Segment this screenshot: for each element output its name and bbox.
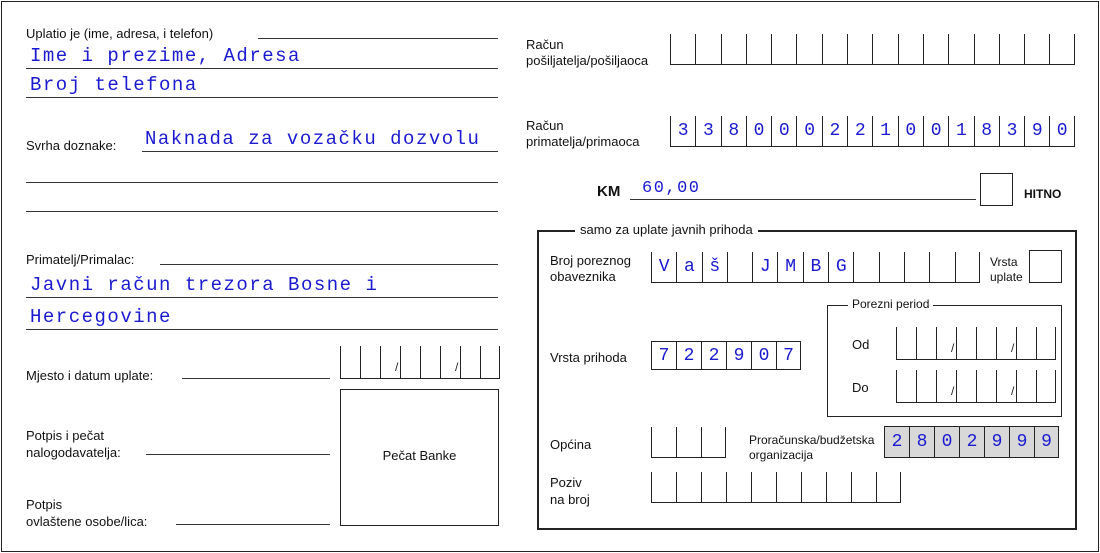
recipient-account-digit[interactable]: 8	[721, 116, 746, 146]
tax-payer-cell[interactable]: B	[803, 252, 828, 282]
recipient-account-digit[interactable]: 0	[796, 116, 821, 146]
date-cell[interactable]	[400, 346, 420, 378]
payment-type-label-1: Vrsta	[990, 255, 1018, 269]
payer-line1-rule	[26, 68, 498, 69]
from-date-cell[interactable]	[916, 327, 936, 359]
sender-account-cell[interactable]	[1049, 34, 1074, 64]
budget-org-digit[interactable]: 2	[959, 426, 984, 457]
sender-account-cell[interactable]	[670, 34, 695, 64]
tax-payer-cell[interactable]: š	[702, 252, 727, 282]
public-revenue-title: samo za uplate javnih prihoda	[575, 222, 758, 237]
payer-line2-rule	[26, 97, 498, 98]
purpose-field[interactable]: Naknada za vozačku dozvolu	[145, 128, 481, 150]
sender-account-grid[interactable]	[670, 34, 1075, 65]
recipient-account-grid[interactable]	[670, 116, 1075, 147]
recipient-account-digit[interactable]: 2	[822, 116, 847, 146]
sender-account-cell[interactable]	[771, 34, 796, 64]
date-cell[interactable]	[420, 346, 440, 378]
to-date-cell[interactable]	[956, 370, 976, 402]
revenue-type-digit[interactable]: 9	[726, 341, 751, 369]
reference-cell[interactable]	[651, 472, 676, 502]
budget-org-digit[interactable]: 0	[934, 426, 959, 457]
to-date-cell[interactable]	[1036, 370, 1056, 402]
tax-payer-cell[interactable]	[853, 252, 878, 282]
recipient-account-digit[interactable]: 3	[695, 116, 720, 146]
tax-payer-grid[interactable]	[651, 252, 980, 283]
recipient-label: Primatelj/Primalac:	[26, 252, 135, 267]
signature-orderer-label-1: Potpis i pečat	[26, 428, 105, 443]
sender-account-cell[interactable]	[695, 34, 720, 64]
tax-payer-cell[interactable]: M	[777, 252, 802, 282]
amount-currency: KM	[597, 183, 621, 200]
to-label: Do	[852, 380, 869, 395]
tax-payer-cell[interactable]	[727, 252, 752, 282]
recipient-account-digit[interactable]: 0	[771, 116, 796, 146]
reference-cell[interactable]	[726, 472, 751, 502]
tax-payer-cell[interactable]: a	[676, 252, 701, 282]
sender-account-cell[interactable]	[721, 34, 746, 64]
payment-type-box[interactable]	[1029, 250, 1062, 283]
recipient-line1-rule	[26, 297, 498, 298]
reference-cell[interactable]	[826, 472, 851, 502]
date-cell[interactable]	[480, 346, 500, 378]
recipient-account-label-2: primatelja/primaoca	[526, 134, 640, 149]
reference-cell[interactable]	[876, 472, 901, 502]
recipient-account-digit[interactable]: 0	[923, 116, 948, 146]
budget-org-digit[interactable]: 9	[1009, 426, 1034, 457]
signature-official-line[interactable]	[176, 524, 330, 525]
sender-account-cell[interactable]	[1024, 34, 1049, 64]
tax-payer-label-2: obaveznika	[550, 269, 616, 284]
to-date-cell[interactable]	[916, 370, 936, 402]
tax-payer-cell[interactable]	[879, 252, 904, 282]
reference-label-1: Poziv	[550, 475, 582, 490]
reference-cell[interactable]	[851, 472, 876, 502]
date-cell[interactable]	[360, 346, 380, 378]
reference-cell[interactable]	[701, 472, 726, 502]
sender-account-label-1: Račun	[526, 37, 564, 52]
revenue-type-digit[interactable]: 2	[701, 341, 726, 369]
budget-org-grid[interactable]	[884, 426, 1059, 458]
place-date-label: Mjesto i datum uplate:	[26, 368, 154, 383]
purpose-rule	[142, 151, 498, 152]
revenue-type-label: Vrsta prihoda	[550, 350, 627, 365]
municipality-cell[interactable]	[676, 427, 701, 457]
recipient-line2-rule	[26, 329, 498, 330]
urgent-label: HITNO	[1024, 187, 1062, 201]
payment-type-label-2: uplate	[990, 270, 1023, 284]
signature-orderer-label-2: nalogodavatelja:	[26, 445, 121, 460]
revenue-type-digit[interactable]: 2	[676, 341, 701, 369]
reference-cell[interactable]	[801, 472, 826, 502]
sender-account-label-2: pošiljatelja/pošiljaoca	[526, 53, 649, 68]
recipient-account-label-1: Račun	[526, 118, 564, 133]
tax-payer-cell[interactable]: G	[828, 252, 853, 282]
recipient-account-digit[interactable]: 1	[948, 116, 973, 146]
from-date-grid[interactable]	[896, 327, 1056, 360]
signature-official-label-2: ovlaštene osobe/lica:	[26, 514, 148, 529]
reference-cell[interactable]	[676, 472, 701, 502]
sender-account-cell[interactable]	[822, 34, 847, 64]
recipient-label-line	[160, 264, 498, 265]
sender-account-cell[interactable]	[974, 34, 999, 64]
recipient-account-digit[interactable]: 8	[974, 116, 999, 146]
sender-account-cell[interactable]	[898, 34, 923, 64]
sender-account-cell[interactable]	[923, 34, 948, 64]
sender-account-cell[interactable]	[796, 34, 821, 64]
purpose-rule-3	[26, 211, 498, 212]
to-date-cell[interactable]	[1016, 370, 1036, 402]
date-grid[interactable]	[340, 346, 500, 379]
municipality-cell[interactable]	[651, 427, 676, 457]
budget-org-label-1: Proračunska/budžetska	[749, 433, 875, 447]
municipality-label: Općina	[550, 437, 592, 452]
from-date-cell[interactable]	[1036, 327, 1056, 359]
revenue-type-grid[interactable]	[651, 341, 801, 370]
sender-account-cell[interactable]	[999, 34, 1024, 64]
from-label: Od	[852, 337, 870, 352]
urgent-checkbox[interactable]	[980, 173, 1013, 206]
date-cell[interactable]	[460, 346, 480, 378]
amount-rule	[630, 199, 976, 200]
from-date-cell[interactable]	[976, 327, 996, 359]
municipality-grid[interactable]	[651, 427, 726, 458]
recipient-account-digit[interactable]: 9	[1024, 116, 1049, 146]
municipality-cell[interactable]	[701, 427, 726, 457]
date-cell[interactable]	[340, 346, 360, 378]
reference-label-2: na broj	[550, 492, 590, 507]
recipient-account-digit[interactable]: 3	[670, 116, 695, 146]
tax-period-title: Porezni period	[848, 297, 933, 312]
recipient-account-digit[interactable]: 0	[746, 116, 771, 146]
bank-stamp-label: Pečat Banke	[382, 448, 457, 463]
to-date-grid[interactable]	[896, 370, 1056, 403]
payer-line1-field[interactable]: Ime i prezime, Adresa	[30, 45, 301, 67]
purpose-rule-2	[26, 182, 498, 183]
budget-org-digit[interactable]: 9	[984, 426, 1009, 457]
recipient-line2-field[interactable]: Hercegovine	[30, 306, 172, 328]
budget-org-digit[interactable]: 9	[1034, 426, 1059, 457]
tax-payer-label-1: Broj poreznog	[550, 253, 631, 268]
sender-account-cell[interactable]	[872, 34, 897, 64]
reference-grid[interactable]	[651, 472, 901, 503]
budget-org-label-2: organizacija	[749, 448, 814, 462]
recipient-account-digit[interactable]: 0	[1049, 116, 1074, 146]
place-date-line[interactable]	[182, 378, 330, 379]
recipient-account-digit[interactable]: 0	[898, 116, 923, 146]
revenue-type-digit[interactable]: 0	[751, 341, 776, 369]
tax-payer-cell[interactable]: V	[651, 252, 676, 282]
purpose-label: Svrha doznake:	[26, 138, 117, 153]
signature-official-label-1: Potpis	[26, 497, 63, 512]
signature-orderer-line[interactable]	[146, 454, 330, 455]
from-date-cell[interactable]	[1016, 327, 1036, 359]
reference-cell[interactable]	[751, 472, 776, 502]
to-date-cell[interactable]	[976, 370, 996, 402]
tax-payer-cell[interactable]: J	[752, 252, 777, 282]
amount-field[interactable]: 60,00	[642, 179, 701, 198]
payer-label: Uplatio je (ime, adresa, i telefon)	[26, 26, 214, 41]
sender-account-cell[interactable]	[746, 34, 771, 64]
tax-payer-cell[interactable]	[904, 252, 929, 282]
revenue-type-digit[interactable]: 7	[776, 341, 801, 369]
payer-line2-field[interactable]: Broj telefona	[30, 74, 198, 96]
sender-account-cell[interactable]	[948, 34, 973, 64]
tax-payer-cell[interactable]	[955, 252, 980, 282]
budget-org-digit[interactable]: 8	[909, 426, 934, 457]
recipient-account-digit[interactable]: 3	[999, 116, 1024, 146]
from-date-cell[interactable]	[956, 327, 976, 359]
tax-payer-cell[interactable]	[929, 252, 954, 282]
from-date-cell[interactable]	[896, 327, 916, 359]
payer-label-line	[258, 38, 498, 39]
revenue-type-digit[interactable]: 7	[651, 341, 676, 369]
sender-account-cell[interactable]	[847, 34, 872, 64]
to-date-cell[interactable]	[896, 370, 916, 402]
budget-org-digit[interactable]: 2	[884, 426, 909, 457]
reference-cell[interactable]	[776, 472, 801, 502]
recipient-account-digit[interactable]: 2	[847, 116, 872, 146]
recipient-line1-field[interactable]: Javni račun trezora Bosne i	[30, 274, 379, 296]
recipient-account-digit[interactable]: 1	[872, 116, 897, 146]
